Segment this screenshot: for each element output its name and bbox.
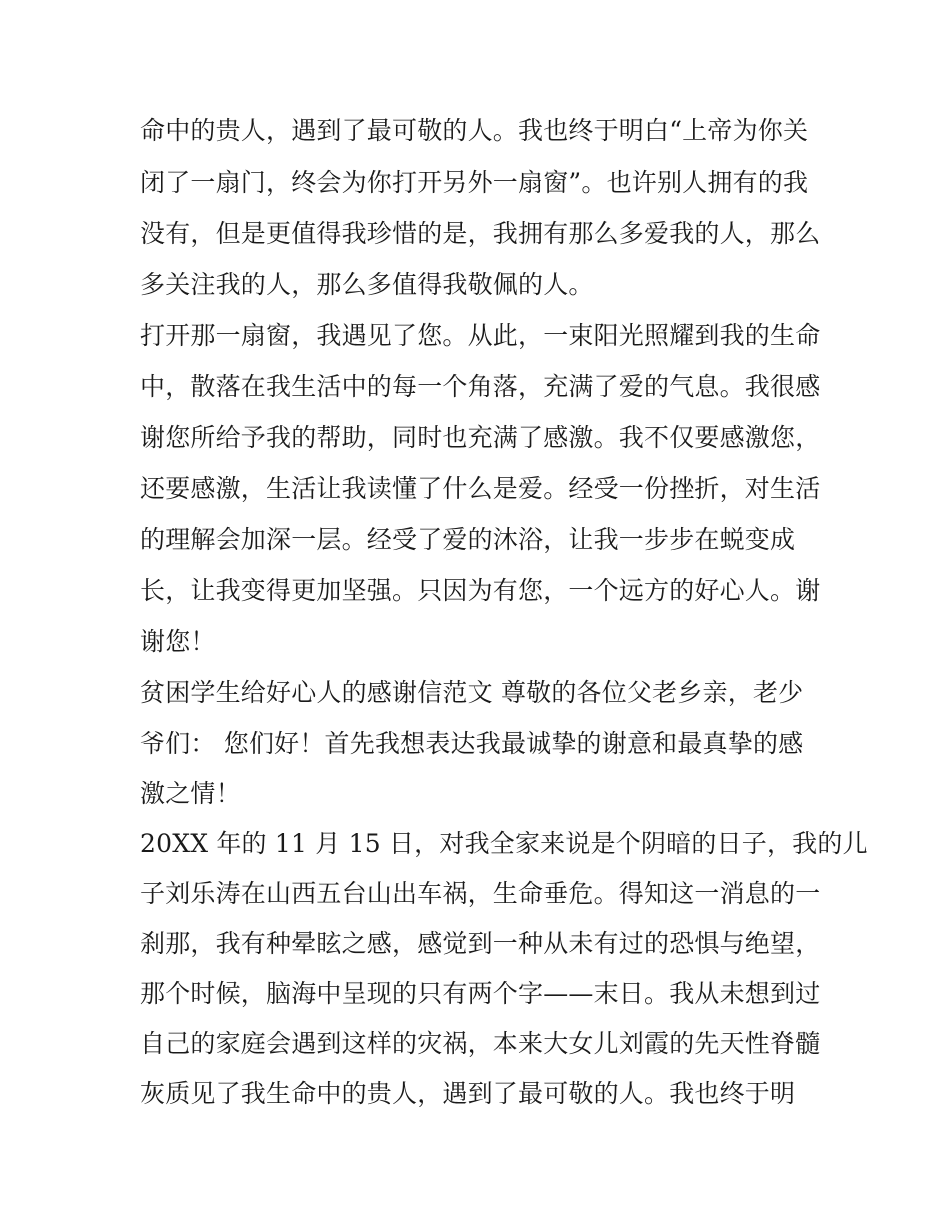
- text-line: 命中的贵人，遇到了最可敬的人。我也终于明白“上帝为你关: [140, 116, 809, 145]
- text-line: 激之情！: [140, 779, 241, 808]
- text-line: 刹那，我有种晕眩之感，感觉到一种从未有过的恐惧与绝望，: [140, 929, 821, 958]
- text-line: 打开那一扇窗，我遇见了您。从此，一束阳光照耀到我的生命: [140, 321, 821, 350]
- text-line: 爷们： 您们好！首先我想表达我最诚挚的谢意和最真挚的感: [140, 729, 804, 758]
- text-line: 那个时候，脑海中呈现的只有两个字——末日。我从未想到过: [140, 979, 821, 1008]
- text-line: 自己的家庭会遇到这样的灾祸，本来大女儿刘霞的先天性脊髓: [140, 1029, 821, 1058]
- text-line: 还要感激，生活让我读懂了什么是爱。经受一份挫折，对生活: [140, 474, 821, 503]
- text-line: 贫困学生给好心人的感谢信范文 尊敬的各位父老乡亲，老少: [140, 678, 804, 707]
- text-line: 的理解会加深一层。经受了爱的沐浴，让我一步步在蜕变成: [140, 525, 796, 554]
- text-line: 中，散落在我生活中的每一个角落，充满了爱的气息。我很感: [140, 372, 821, 401]
- text-line: 谢您所给予我的帮助，同时也充满了感激。我不仅要感激您，: [140, 423, 821, 452]
- text-line: 20XX 年的 11 月 15 日，对我全家来说是个阴暗的日子，我的儿: [140, 829, 868, 858]
- text-line: 谢您！: [140, 627, 216, 656]
- text-line: 多关注我的人，那么多值得我敬佩的人。: [140, 270, 594, 299]
- text-line: 没有，但是更值得我珍惜的是，我拥有那么多爱我的人，那么: [140, 219, 821, 248]
- text-line: 子刘乐涛在山西五台山出车祸，生命垂危。得知这一消息的一: [140, 879, 821, 908]
- text-line: 灰质见了我生命中的贵人，遇到了最可敬的人。我也终于明: [140, 1079, 796, 1108]
- text-line: 闭了一扇门，终会为你打开另外一扇窗”。也许别人拥有的我: [140, 168, 809, 197]
- text-line: 长，让我变得更加坚强。只因为有您，一个远方的好心人。谢: [140, 576, 821, 605]
